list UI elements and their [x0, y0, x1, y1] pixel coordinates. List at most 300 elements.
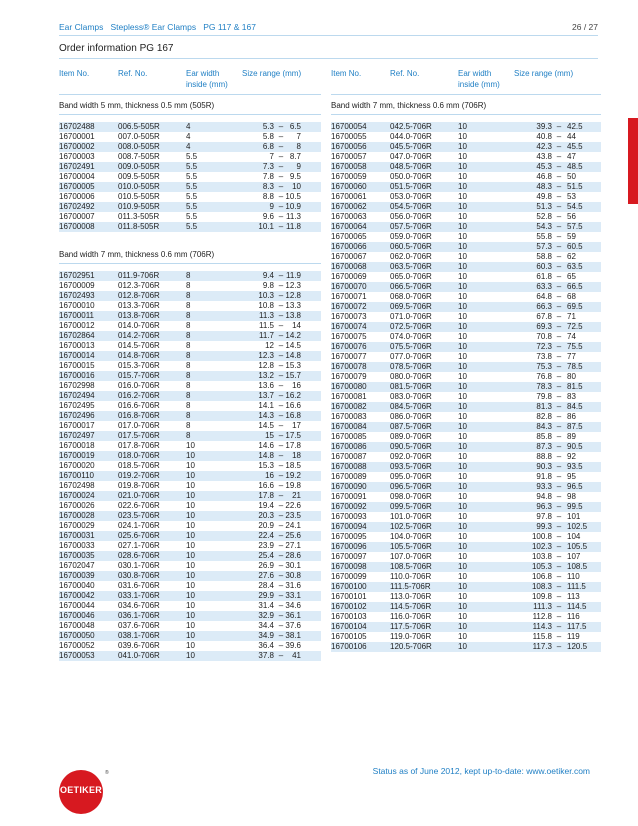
ear-width: 10 — [458, 602, 467, 611]
table-row — [59, 351, 321, 361]
size-dash: – — [556, 252, 562, 261]
ref-no: 038.1-706R — [118, 631, 160, 640]
ear-width: 8 — [186, 421, 191, 430]
size-max: 34.6 — [285, 601, 301, 610]
size-max: 17.5 — [285, 431, 301, 440]
ear-width: 10 — [186, 621, 195, 630]
ear-width: 10 — [458, 642, 467, 651]
table-row — [59, 182, 321, 192]
ref-no: 014.5-706R — [118, 341, 160, 350]
table-row — [59, 142, 321, 152]
ear-width: 10 — [458, 522, 467, 531]
item-no: 16702998 — [59, 381, 95, 390]
table-row — [59, 391, 321, 401]
size-max: 84.5 — [567, 402, 583, 411]
ref-no: 090.5-706R — [390, 442, 432, 451]
size-dash: – — [556, 502, 562, 511]
size-max: 50 — [567, 172, 576, 181]
table-row — [59, 291, 321, 301]
ref-no: 066.5-706R — [390, 282, 432, 291]
table-row — [331, 532, 601, 542]
footer-status: Status as of June 2012, kept up-to-date: www.oetiker.com — [372, 766, 590, 776]
size-dash: – — [278, 122, 284, 131]
table-row — [331, 262, 601, 272]
ear-width: 10 — [458, 592, 467, 601]
ref-no: 057.5-706R — [390, 222, 432, 231]
table-row — [331, 442, 601, 452]
ear-width: 10 — [186, 521, 195, 530]
item-no: 16700020 — [59, 461, 95, 470]
size-max: 30.8 — [285, 571, 301, 580]
size-max: 16 — [292, 381, 301, 390]
ear-width: 10 — [458, 632, 467, 641]
logo-text: OETIKER — [59, 785, 103, 795]
size-min: 10.8 — [258, 301, 274, 310]
size-max: 11.8 — [286, 222, 301, 231]
ear-width: 10 — [186, 461, 195, 470]
size-dash: – — [278, 521, 284, 530]
size-min: 9 — [269, 202, 274, 211]
size-dash: – — [556, 492, 562, 501]
item-no: 16700039 — [59, 571, 95, 580]
ear-width: 10 — [186, 441, 195, 450]
ref-no: 033.1-706R — [118, 591, 160, 600]
ear-width: 8 — [186, 301, 191, 310]
ear-width: 10 — [186, 641, 195, 650]
ref-no: 017.5-706R — [118, 431, 160, 440]
left-column — [59, 62, 321, 661]
table-row — [331, 642, 601, 652]
section-rule — [59, 263, 321, 264]
ref-no: 081.5-706R — [390, 382, 432, 391]
table-row — [59, 441, 321, 451]
size-max: 57.5 — [567, 222, 583, 231]
size-min: 34.4 — [258, 621, 274, 630]
ear-width: 10 — [186, 491, 195, 500]
table-row — [331, 462, 601, 472]
ear-width: 5.5 — [186, 182, 198, 191]
ref-no: 012.3-706R — [118, 281, 160, 290]
size-max: 18 — [292, 451, 301, 460]
size-min: 84.3 — [536, 422, 552, 431]
size-dash: – — [556, 282, 562, 291]
ear-width: 10 — [458, 302, 467, 311]
ref-no: 012.8-706R — [118, 291, 160, 300]
size-dash: – — [278, 641, 284, 650]
table-row — [331, 482, 601, 492]
breadcrumb: Ear Clamps Stepless® Ear Clamps PG 117 & 167 — [59, 22, 256, 32]
size-dash: – — [278, 222, 284, 231]
col-ear-width: Ear width inside (mm) — [186, 69, 228, 89]
item-no: 16700073 — [331, 312, 367, 321]
size-min: 81.3 — [536, 402, 552, 411]
ref-no: 030.8-706R — [118, 571, 160, 580]
size-max: 66.5 — [567, 282, 583, 291]
ear-width: 8 — [186, 431, 191, 440]
ear-width: 10 — [458, 202, 467, 211]
size-dash: – — [556, 602, 562, 611]
page-title: Order information PG 167 — [59, 43, 174, 54]
item-no: 16700046 — [59, 611, 95, 620]
table-row — [59, 341, 321, 351]
size-dash: – — [278, 461, 284, 470]
ref-no: 107.0-706R — [390, 552, 432, 561]
size-max: 36.1 — [285, 611, 301, 620]
size-dash: – — [278, 401, 284, 410]
ear-width: 10 — [186, 531, 195, 540]
ref-no: 018.0-706R — [118, 451, 160, 460]
size-min: 9.6 — [262, 212, 274, 221]
size-min: 39.3 — [536, 122, 552, 131]
size-min: 96.3 — [536, 502, 552, 511]
size-dash: – — [278, 601, 284, 610]
size-dash: – — [278, 321, 284, 330]
ref-no: 102.5-706R — [390, 522, 432, 531]
size-min: 9.8 — [262, 281, 274, 290]
size-dash: – — [278, 421, 284, 430]
item-no: 16700083 — [331, 412, 367, 421]
ref-no: 048.5-706R — [390, 162, 432, 171]
size-min: 117.3 — [532, 642, 552, 651]
item-no: 16700095 — [331, 532, 367, 541]
table-row — [331, 152, 601, 162]
size-dash: – — [556, 122, 562, 131]
item-no: 16700042 — [59, 591, 95, 600]
item-no: 16700052 — [59, 641, 95, 650]
item-no: 16700016 — [59, 371, 95, 380]
ear-width: 10 — [458, 272, 467, 281]
size-min: 12.3 — [258, 351, 274, 360]
size-min: 5.3 — [262, 122, 274, 131]
ear-width: 8 — [186, 411, 191, 420]
size-min: 102.3 — [531, 542, 552, 551]
ref-no: 047.0-706R — [390, 152, 432, 161]
size-max: 24.1 — [285, 521, 301, 530]
table-row — [331, 242, 601, 252]
ear-width: 8 — [186, 321, 191, 330]
size-min: 9.4 — [262, 271, 274, 280]
size-min: 93.3 — [536, 482, 552, 491]
ear-width: 10 — [458, 412, 467, 421]
ref-no: 084.5-706R — [390, 402, 432, 411]
item-no: 16700056 — [331, 142, 367, 151]
item-no: 16700103 — [331, 612, 367, 621]
ref-no: 095.0-706R — [390, 472, 432, 481]
size-min: 61.8 — [536, 272, 552, 281]
table-row — [331, 382, 601, 392]
ear-width: 4 — [186, 122, 191, 131]
ear-width: 10 — [186, 471, 195, 480]
size-max: 16.2 — [285, 391, 301, 400]
size-max: 65 — [567, 272, 576, 281]
ear-width: 10 — [458, 422, 467, 431]
ear-width: 10 — [458, 332, 467, 341]
table-row — [59, 192, 321, 202]
header-rule — [59, 35, 598, 36]
size-dash: – — [278, 491, 284, 500]
size-min: 29.9 — [258, 591, 274, 600]
size-max: 104 — [567, 532, 581, 541]
size-dash: – — [556, 352, 562, 361]
size-min: 106.8 — [531, 572, 552, 581]
ref-no: 072.5-706R — [390, 322, 432, 331]
ref-no: 030.1-706R — [118, 561, 160, 570]
size-max: 16.6 — [285, 401, 301, 410]
size-max: 12.3 — [285, 281, 301, 290]
item-no: 16700071 — [331, 292, 367, 301]
table-row — [59, 471, 321, 481]
ear-width: 10 — [458, 242, 467, 251]
table-row — [59, 212, 321, 222]
size-max: 92 — [567, 452, 576, 461]
size-min: 112.8 — [532, 612, 552, 621]
size-min: 66.3 — [536, 302, 552, 311]
size-max: 37.6 — [285, 621, 301, 630]
item-no: 16700001 — [59, 132, 95, 141]
size-dash: – — [556, 192, 562, 201]
item-no: 16700101 — [331, 592, 367, 601]
size-dash: – — [556, 202, 562, 211]
size-max: 14.2 — [285, 331, 301, 340]
ear-width: 10 — [458, 462, 467, 471]
table-row — [59, 152, 321, 162]
size-max: 47 — [567, 152, 576, 161]
size-min: 91.8 — [536, 472, 552, 481]
size-min: 20.3 — [258, 511, 274, 520]
table-row — [331, 632, 601, 642]
ear-width: 8 — [186, 311, 191, 320]
ear-width: 8 — [186, 271, 191, 280]
item-no: 16700013 — [59, 341, 95, 350]
item-no: 16700058 — [331, 162, 367, 171]
item-no: 16700003 — [59, 152, 95, 161]
size-min: 7 — [269, 152, 274, 161]
size-dash: – — [556, 182, 562, 191]
table-row — [331, 352, 601, 362]
size-dash: – — [278, 361, 284, 370]
size-min: 87.3 — [536, 442, 552, 451]
ear-width: 10 — [458, 342, 467, 351]
ref-no: 098.0-706R — [390, 492, 432, 501]
table-row — [331, 202, 601, 212]
size-max: 117.5 — [567, 622, 587, 631]
size-dash: – — [278, 212, 284, 221]
size-max: 21 — [292, 491, 301, 500]
size-max: 77 — [567, 352, 576, 361]
table-row — [59, 132, 321, 142]
table-row — [331, 392, 601, 402]
size-max: 33.1 — [285, 591, 301, 600]
ref-no: 083.0-706R — [390, 392, 432, 401]
size-max: 11.9 — [286, 271, 301, 280]
table-row — [331, 182, 601, 192]
item-no: 16700099 — [331, 572, 367, 581]
col-ref-no: Ref. No. — [390, 69, 420, 78]
item-no: 16700070 — [331, 282, 367, 291]
size-dash: – — [556, 552, 562, 561]
ref-no: 044.0-706R — [390, 132, 432, 141]
size-min: 57.3 — [536, 242, 552, 251]
ref-no: 069.5-706R — [390, 302, 432, 311]
size-max: 44 — [567, 132, 576, 141]
ear-width: 10 — [458, 122, 467, 131]
ear-width: 10 — [458, 182, 467, 191]
size-dash: – — [278, 142, 284, 151]
size-dash: – — [556, 212, 562, 221]
size-min: 63.3 — [536, 282, 552, 291]
size-max: 45.5 — [567, 142, 583, 151]
item-no: 16700005 — [59, 182, 95, 191]
table-row — [59, 371, 321, 381]
ref-no: 037.6-706R — [118, 621, 160, 630]
size-max: 120.5 — [567, 642, 588, 651]
table-row — [331, 502, 601, 512]
ear-width: 10 — [458, 482, 467, 491]
size-dash: – — [278, 281, 284, 290]
size-min: 10.1 — [258, 222, 274, 231]
item-no: 16700078 — [331, 362, 367, 371]
size-dash: – — [278, 172, 284, 181]
size-max: 86 — [567, 412, 576, 421]
item-no: 16700050 — [59, 631, 95, 640]
table-row — [59, 481, 321, 491]
size-max: 9.5 — [289, 172, 301, 181]
size-min: 11.7 — [259, 331, 274, 340]
item-no: 16700018 — [59, 441, 95, 450]
size-max: 12.8 — [285, 291, 301, 300]
ref-no: 015.3-706R — [118, 361, 160, 370]
ear-width: 8 — [186, 371, 191, 380]
item-no: 16702951 — [59, 271, 95, 280]
item-no: 16700019 — [59, 451, 95, 460]
size-min: 16.6 — [258, 481, 274, 490]
item-no: 16700040 — [59, 581, 95, 590]
col-ref-no: Ref. No. — [118, 69, 148, 78]
size-max: 6.5 — [289, 122, 301, 131]
size-dash: – — [556, 482, 562, 491]
table-row — [331, 272, 601, 282]
item-no: 16700080 — [331, 382, 367, 391]
size-max: 38.1 — [285, 631, 301, 640]
ear-width: 5.5 — [186, 202, 198, 211]
item-no: 16700064 — [331, 222, 367, 231]
item-no: 16700060 — [331, 182, 367, 191]
size-max: 16.8 — [285, 411, 301, 420]
ear-width: 10 — [186, 541, 195, 550]
ref-no: 053.0-706R — [390, 192, 432, 201]
size-max: 69.5 — [567, 302, 583, 311]
right-column — [331, 62, 601, 652]
table-row — [331, 292, 601, 302]
size-min: 70.8 — [536, 332, 552, 341]
size-min: 69.3 — [536, 322, 552, 331]
table-row — [59, 162, 321, 172]
item-no: 16700088 — [331, 462, 367, 471]
size-max: 9 — [296, 162, 301, 171]
item-no: 16700015 — [59, 361, 95, 370]
ref-no: 042.5-706R — [390, 122, 432, 131]
ear-width: 5.5 — [186, 212, 198, 221]
size-min: 5.8 — [262, 132, 274, 141]
table-row — [59, 631, 321, 641]
ear-width: 10 — [458, 152, 467, 161]
ear-width: 10 — [458, 292, 467, 301]
size-max: 105.5 — [567, 542, 588, 551]
size-max: 87.5 — [567, 422, 583, 431]
ref-no: 013.8-706R — [118, 311, 160, 320]
ref-no: 009.5-505R — [118, 172, 160, 181]
size-max: 96.5 — [567, 482, 583, 491]
size-max: 8.7 — [289, 152, 301, 161]
table-row — [331, 432, 601, 442]
table-row — [331, 512, 601, 522]
ref-no: 086.0-706R — [390, 412, 432, 421]
size-max: 111.5 — [567, 582, 586, 591]
chapter-tab — [628, 118, 638, 204]
size-min: 109.8 — [531, 592, 552, 601]
ref-no: 092.0-706R — [390, 452, 432, 461]
size-min: 58.8 — [536, 252, 552, 261]
size-max: 19.8 — [285, 481, 301, 490]
size-dash: – — [556, 612, 562, 621]
size-min: 114.3 — [532, 622, 552, 631]
ref-no: 078.5-706R — [390, 362, 432, 371]
ref-no: 120.5-706R — [390, 642, 432, 651]
size-max: 7 — [296, 132, 301, 141]
table-row — [331, 122, 601, 132]
ear-width: 8 — [186, 291, 191, 300]
table-body — [331, 122, 601, 652]
size-dash: – — [556, 262, 562, 271]
size-max: 28.6 — [285, 551, 301, 560]
table-row — [59, 281, 321, 291]
size-dash: – — [556, 452, 562, 461]
ear-width: 10 — [186, 631, 195, 640]
ref-no: 108.5-706R — [390, 562, 432, 571]
ref-no: 014.0-706R — [118, 321, 160, 330]
item-no: 16702495 — [59, 401, 95, 410]
col-size-range: Size range (mm) — [242, 69, 302, 78]
ear-width: 10 — [186, 561, 195, 570]
item-no: 16700065 — [331, 232, 367, 241]
ear-width: 10 — [458, 472, 467, 481]
size-min: 94.8 — [536, 492, 552, 501]
table-row — [59, 451, 321, 461]
size-dash: – — [278, 311, 284, 320]
ref-no: 116.0-706R — [390, 612, 432, 621]
ear-width: 10 — [458, 492, 467, 501]
item-no: 16700093 — [331, 512, 367, 521]
item-no: 16700096 — [331, 542, 367, 551]
ear-width: 10 — [458, 142, 467, 151]
ear-width: 10 — [458, 172, 467, 181]
size-max: 113 — [567, 592, 580, 601]
size-max: 56 — [567, 212, 576, 221]
section-heading: Band width 7 mm, thickness 0.6 mm (706R) — [331, 101, 487, 110]
size-min: 23.9 — [258, 541, 274, 550]
table-row — [331, 162, 601, 172]
item-no: 16700068 — [331, 262, 367, 271]
item-no: 16700100 — [331, 582, 367, 591]
size-dash: – — [556, 442, 562, 451]
item-no: 16702496 — [59, 411, 95, 420]
item-no: 16700067 — [331, 252, 367, 261]
table-row — [59, 531, 321, 541]
ref-no: 119.0-706R — [390, 632, 432, 641]
ear-width: 5.5 — [186, 222, 198, 231]
table-row — [59, 581, 321, 591]
item-no: 16700029 — [59, 521, 95, 530]
